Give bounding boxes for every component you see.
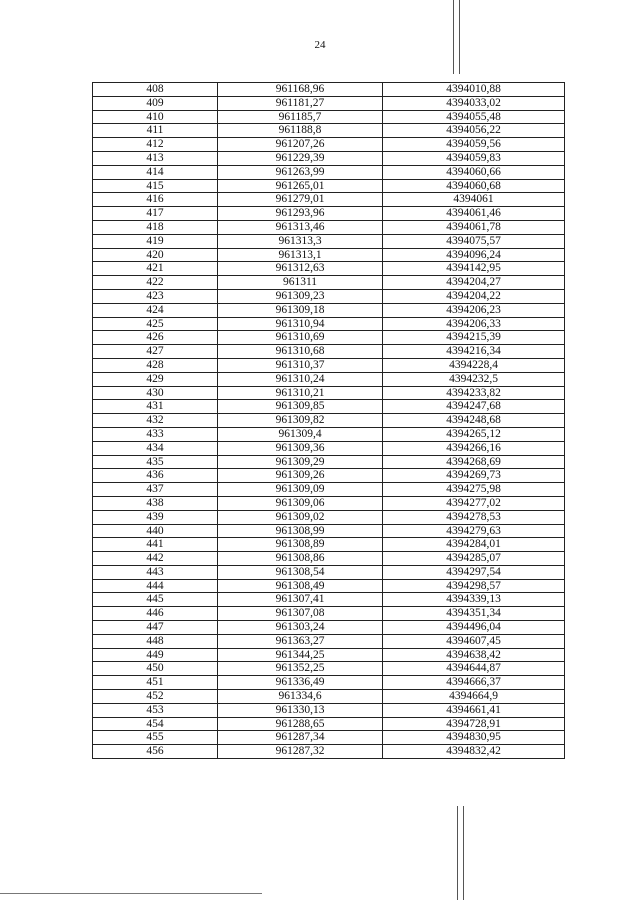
x-coordinate-cell: 961181,27 (218, 96, 383, 110)
point-number-cell: 428 (93, 358, 218, 372)
y-coordinate-cell: 4394010,88 (383, 83, 565, 97)
point-number-cell: 412 (93, 138, 218, 152)
point-number-cell: 437 (93, 483, 218, 497)
table-row (93, 676, 565, 690)
x-coordinate-cell: 961312,63 (218, 262, 383, 276)
scan-bottom-rule (0, 893, 262, 894)
y-coordinate-cell: 4394061,46 (383, 207, 565, 221)
y-coordinate-cell: 4394204,22 (383, 289, 565, 303)
point-number-cell: 456 (93, 745, 218, 759)
y-coordinate-cell: 4394644,87 (383, 662, 565, 676)
table-row (93, 207, 565, 221)
y-coordinate-cell: 4394664,9 (383, 690, 565, 704)
point-number-cell: 438 (93, 496, 218, 510)
x-coordinate-cell: 961352,25 (218, 662, 383, 676)
point-number-cell: 440 (93, 524, 218, 538)
table-row (93, 662, 565, 676)
point-number-cell: 455 (93, 731, 218, 745)
x-coordinate-cell: 961309,36 (218, 441, 383, 455)
x-coordinate-cell: 961168,96 (218, 83, 383, 97)
point-number-cell: 431 (93, 400, 218, 414)
point-number-cell: 429 (93, 372, 218, 386)
point-number-cell: 443 (93, 565, 218, 579)
point-number-cell: 427 (93, 345, 218, 359)
y-coordinate-cell: 4394248,68 (383, 414, 565, 428)
scan-binding-line-bottom-b (463, 806, 464, 900)
x-coordinate-cell: 961207,26 (218, 138, 383, 152)
table-row (93, 96, 565, 110)
x-coordinate-cell: 961309,29 (218, 455, 383, 469)
table-row (93, 220, 565, 234)
x-coordinate-cell: 961303,24 (218, 621, 383, 635)
y-coordinate-cell: 4394279,63 (383, 524, 565, 538)
x-coordinate-cell: 961307,41 (218, 593, 383, 607)
table-row (93, 621, 565, 635)
y-coordinate-cell: 4394284,01 (383, 538, 565, 552)
table-row (93, 262, 565, 276)
x-coordinate-cell: 961265,01 (218, 179, 383, 193)
table-row (93, 372, 565, 386)
y-coordinate-cell: 4394059,56 (383, 138, 565, 152)
y-coordinate-cell: 4394661,41 (383, 703, 565, 717)
table-row (93, 276, 565, 290)
table-row (93, 731, 565, 745)
y-coordinate-cell: 4394056,22 (383, 124, 565, 138)
y-coordinate-cell: 4394142,95 (383, 262, 565, 276)
y-coordinate-cell: 4394298,57 (383, 579, 565, 593)
x-coordinate-cell: 961311 (218, 276, 383, 290)
point-number-cell: 441 (93, 538, 218, 552)
x-coordinate-cell: 961344,25 (218, 648, 383, 662)
y-coordinate-cell: 4394268,69 (383, 455, 565, 469)
y-coordinate-cell: 4394075,57 (383, 234, 565, 248)
point-number-cell: 432 (93, 414, 218, 428)
y-coordinate-cell: 4394269,73 (383, 469, 565, 483)
x-coordinate-cell: 961310,37 (218, 358, 383, 372)
table-row (93, 303, 565, 317)
y-coordinate-cell: 4394285,07 (383, 552, 565, 566)
point-number-cell: 452 (93, 690, 218, 704)
table-row (93, 455, 565, 469)
y-coordinate-cell: 4394215,39 (383, 331, 565, 345)
y-coordinate-cell: 4394607,45 (383, 634, 565, 648)
table-row (93, 386, 565, 400)
x-coordinate-cell: 961309,06 (218, 496, 383, 510)
table-row (93, 496, 565, 510)
x-coordinate-cell: 961309,26 (218, 469, 383, 483)
point-number-cell: 420 (93, 248, 218, 262)
y-coordinate-cell: 4394277,02 (383, 496, 565, 510)
point-number-cell: 409 (93, 96, 218, 110)
table-row (93, 552, 565, 566)
table-row (93, 358, 565, 372)
y-coordinate-cell: 4394728,91 (383, 717, 565, 731)
y-coordinate-cell: 4394033,02 (383, 96, 565, 110)
point-number-cell: 444 (93, 579, 218, 593)
table-row (93, 400, 565, 414)
table-row (93, 427, 565, 441)
x-coordinate-cell: 961313,3 (218, 234, 383, 248)
x-coordinate-cell: 961313,46 (218, 220, 383, 234)
table-row (93, 717, 565, 731)
y-coordinate-cell: 4394638,42 (383, 648, 565, 662)
point-number-cell: 449 (93, 648, 218, 662)
x-coordinate-cell: 961310,94 (218, 317, 383, 331)
point-number-cell: 447 (93, 621, 218, 635)
point-number-cell: 448 (93, 634, 218, 648)
y-coordinate-cell: 4394059,83 (383, 151, 565, 165)
coordinates-table (92, 82, 565, 759)
table-row (93, 510, 565, 524)
table-row (93, 110, 565, 124)
point-number-cell: 416 (93, 193, 218, 207)
point-number-cell: 424 (93, 303, 218, 317)
point-number-cell: 433 (93, 427, 218, 441)
y-coordinate-cell: 4394232,5 (383, 372, 565, 386)
y-coordinate-cell: 4394266,16 (383, 441, 565, 455)
x-coordinate-cell: 961309,18 (218, 303, 383, 317)
x-coordinate-cell: 961336,49 (218, 676, 383, 690)
table-row (93, 565, 565, 579)
x-coordinate-cell: 961363,27 (218, 634, 383, 648)
point-number-cell: 439 (93, 510, 218, 524)
y-coordinate-cell: 4394055,48 (383, 110, 565, 124)
x-coordinate-cell: 961310,21 (218, 386, 383, 400)
point-number-cell: 453 (93, 703, 218, 717)
x-coordinate-cell: 961308,49 (218, 579, 383, 593)
point-number-cell: 442 (93, 552, 218, 566)
point-number-cell: 436 (93, 469, 218, 483)
y-coordinate-cell: 4394832,42 (383, 745, 565, 759)
y-coordinate-cell: 4394060,68 (383, 179, 565, 193)
x-coordinate-cell: 961309,4 (218, 427, 383, 441)
y-coordinate-cell: 4394496,04 (383, 621, 565, 635)
y-coordinate-cell: 4394206,33 (383, 317, 565, 331)
y-coordinate-cell: 4394666,37 (383, 676, 565, 690)
y-coordinate-cell: 4394228,4 (383, 358, 565, 372)
table-row (93, 690, 565, 704)
y-coordinate-cell: 4394096,24 (383, 248, 565, 262)
point-number-cell: 419 (93, 234, 218, 248)
scan-binding-line-bottom-a (457, 806, 458, 900)
table-row (93, 193, 565, 207)
x-coordinate-cell: 961310,68 (218, 345, 383, 359)
y-coordinate-cell: 4394278,53 (383, 510, 565, 524)
point-number-cell: 425 (93, 317, 218, 331)
point-number-cell: 410 (93, 110, 218, 124)
table-row (93, 248, 565, 262)
scan-binding-line-top-b (459, 0, 460, 74)
point-number-cell: 421 (93, 262, 218, 276)
point-number-cell: 413 (93, 151, 218, 165)
x-coordinate-cell: 961310,69 (218, 331, 383, 345)
x-coordinate-cell: 961309,02 (218, 510, 383, 524)
x-coordinate-cell: 961309,82 (218, 414, 383, 428)
x-coordinate-cell: 961307,08 (218, 607, 383, 621)
point-number-cell: 411 (93, 124, 218, 138)
point-number-cell: 415 (93, 179, 218, 193)
table-row (93, 331, 565, 345)
x-coordinate-cell: 961330,13 (218, 703, 383, 717)
point-number-cell: 445 (93, 593, 218, 607)
point-number-cell: 446 (93, 607, 218, 621)
table-row (93, 524, 565, 538)
x-coordinate-cell: 961308,99 (218, 524, 383, 538)
y-coordinate-cell: 4394275,98 (383, 483, 565, 497)
x-coordinate-cell: 961229,39 (218, 151, 383, 165)
table-row (93, 414, 565, 428)
table-row (93, 538, 565, 552)
table-row (93, 289, 565, 303)
point-number-cell: 423 (93, 289, 218, 303)
y-coordinate-cell: 4394061,78 (383, 220, 565, 234)
x-coordinate-cell: 961293,96 (218, 207, 383, 221)
scan-binding-line-top-a (453, 0, 454, 74)
coordinates-table-body (93, 83, 565, 759)
table-row (93, 234, 565, 248)
point-number-cell: 414 (93, 165, 218, 179)
x-coordinate-cell: 961279,01 (218, 193, 383, 207)
y-coordinate-cell: 4394297,54 (383, 565, 565, 579)
table-row (93, 634, 565, 648)
table-row (93, 469, 565, 483)
y-coordinate-cell: 4394060,66 (383, 165, 565, 179)
table-row (93, 745, 565, 759)
x-coordinate-cell: 961287,32 (218, 745, 383, 759)
y-coordinate-cell: 4394061 (383, 193, 565, 207)
point-number-cell: 417 (93, 207, 218, 221)
x-coordinate-cell: 961334,6 (218, 690, 383, 704)
y-coordinate-cell: 4394204,27 (383, 276, 565, 290)
table-row (93, 179, 565, 193)
table-row (93, 345, 565, 359)
table-row (93, 483, 565, 497)
point-number-cell: 418 (93, 220, 218, 234)
point-number-cell: 408 (93, 83, 218, 97)
point-number-cell: 450 (93, 662, 218, 676)
x-coordinate-cell: 961188,8 (218, 124, 383, 138)
table-row (93, 317, 565, 331)
table-row (93, 138, 565, 152)
table-row (93, 151, 565, 165)
table-row (93, 124, 565, 138)
table-row (93, 165, 565, 179)
y-coordinate-cell: 4394216,34 (383, 345, 565, 359)
x-coordinate-cell: 961310,24 (218, 372, 383, 386)
x-coordinate-cell: 961288,65 (218, 717, 383, 731)
table-row (93, 441, 565, 455)
x-coordinate-cell: 961309,23 (218, 289, 383, 303)
x-coordinate-cell: 961263,99 (218, 165, 383, 179)
point-number-cell: 451 (93, 676, 218, 690)
x-coordinate-cell: 961308,86 (218, 552, 383, 566)
y-coordinate-cell: 4394265,12 (383, 427, 565, 441)
y-coordinate-cell: 4394247,68 (383, 400, 565, 414)
y-coordinate-cell: 4394830,95 (383, 731, 565, 745)
y-coordinate-cell: 4394233,82 (383, 386, 565, 400)
point-number-cell: 435 (93, 455, 218, 469)
table-row (93, 83, 565, 97)
x-coordinate-cell: 961313,1 (218, 248, 383, 262)
point-number-cell: 430 (93, 386, 218, 400)
y-coordinate-cell: 4394351,34 (383, 607, 565, 621)
point-number-cell: 454 (93, 717, 218, 731)
table-row (93, 703, 565, 717)
page-number: 24 (314, 39, 326, 51)
point-number-cell: 426 (93, 331, 218, 345)
x-coordinate-cell: 961308,89 (218, 538, 383, 552)
point-number-cell: 422 (93, 276, 218, 290)
y-coordinate-cell: 4394339,13 (383, 593, 565, 607)
table-row (93, 593, 565, 607)
y-coordinate-cell: 4394206,23 (383, 303, 565, 317)
table-row (93, 579, 565, 593)
x-coordinate-cell: 961309,85 (218, 400, 383, 414)
table-row (93, 607, 565, 621)
x-coordinate-cell: 961287,34 (218, 731, 383, 745)
table-row (93, 648, 565, 662)
x-coordinate-cell: 961309,09 (218, 483, 383, 497)
x-coordinate-cell: 961308,54 (218, 565, 383, 579)
x-coordinate-cell: 961185,7 (218, 110, 383, 124)
point-number-cell: 434 (93, 441, 218, 455)
